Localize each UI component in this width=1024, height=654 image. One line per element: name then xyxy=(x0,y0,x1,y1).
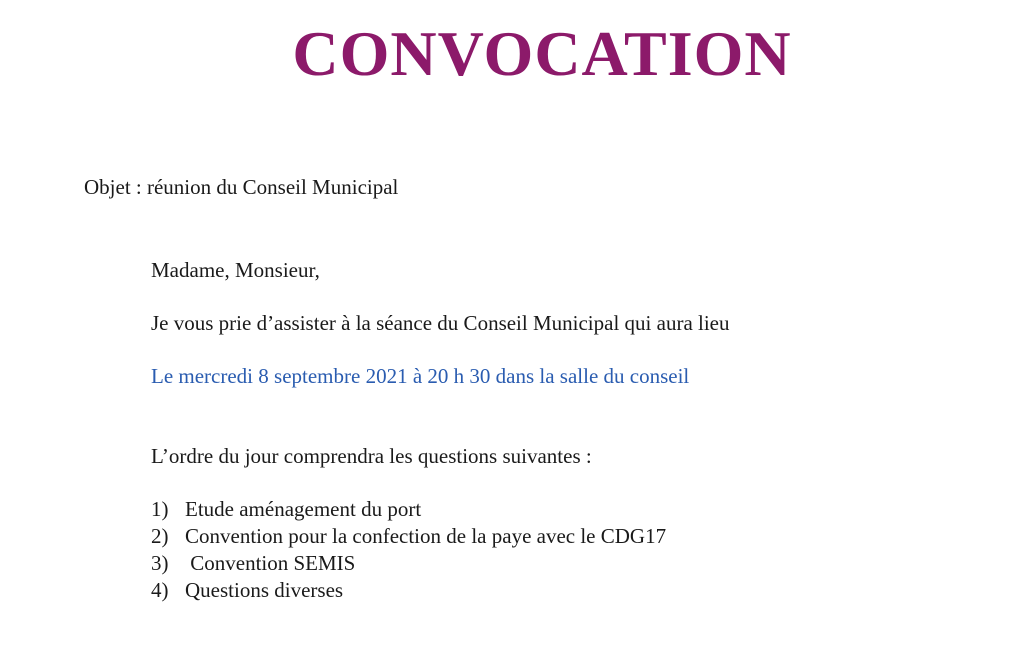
salutation: Madame, Monsieur, xyxy=(151,258,320,282)
agenda-item-number: 1) xyxy=(151,497,169,521)
agenda-intro: L’ordre du jour comprendra les questions suivantes : xyxy=(151,444,592,468)
agenda-item-text: Questions diverses xyxy=(185,578,344,602)
agenda-item-text: Convention pour la confection de la paye avec le CDG17 xyxy=(185,524,667,548)
agenda-item-number: 2) xyxy=(151,524,169,548)
agenda-item xyxy=(151,577,666,604)
document-title: CONVOCATION xyxy=(292,18,792,89)
agenda-item-text: Convention SEMIS xyxy=(185,551,356,575)
agenda-list xyxy=(151,496,666,604)
invitation-text: Je vous prie d’assister à la séance du Conseil Municipal qui aura lieu xyxy=(151,311,730,335)
agenda-item-text: Etude aménagement du port xyxy=(185,497,422,521)
agenda-item xyxy=(151,550,666,577)
agenda-item-number: 3) xyxy=(151,551,169,575)
agenda-item xyxy=(151,496,666,523)
agenda-item xyxy=(151,523,666,550)
subject-line: Objet : réunion du Conseil Municipal xyxy=(84,175,399,199)
agenda-item-number: 4) xyxy=(151,578,169,602)
meeting-date: Le mercredi 8 septembre 2021 à 20 h 30 dans la salle du conseil xyxy=(151,364,690,388)
